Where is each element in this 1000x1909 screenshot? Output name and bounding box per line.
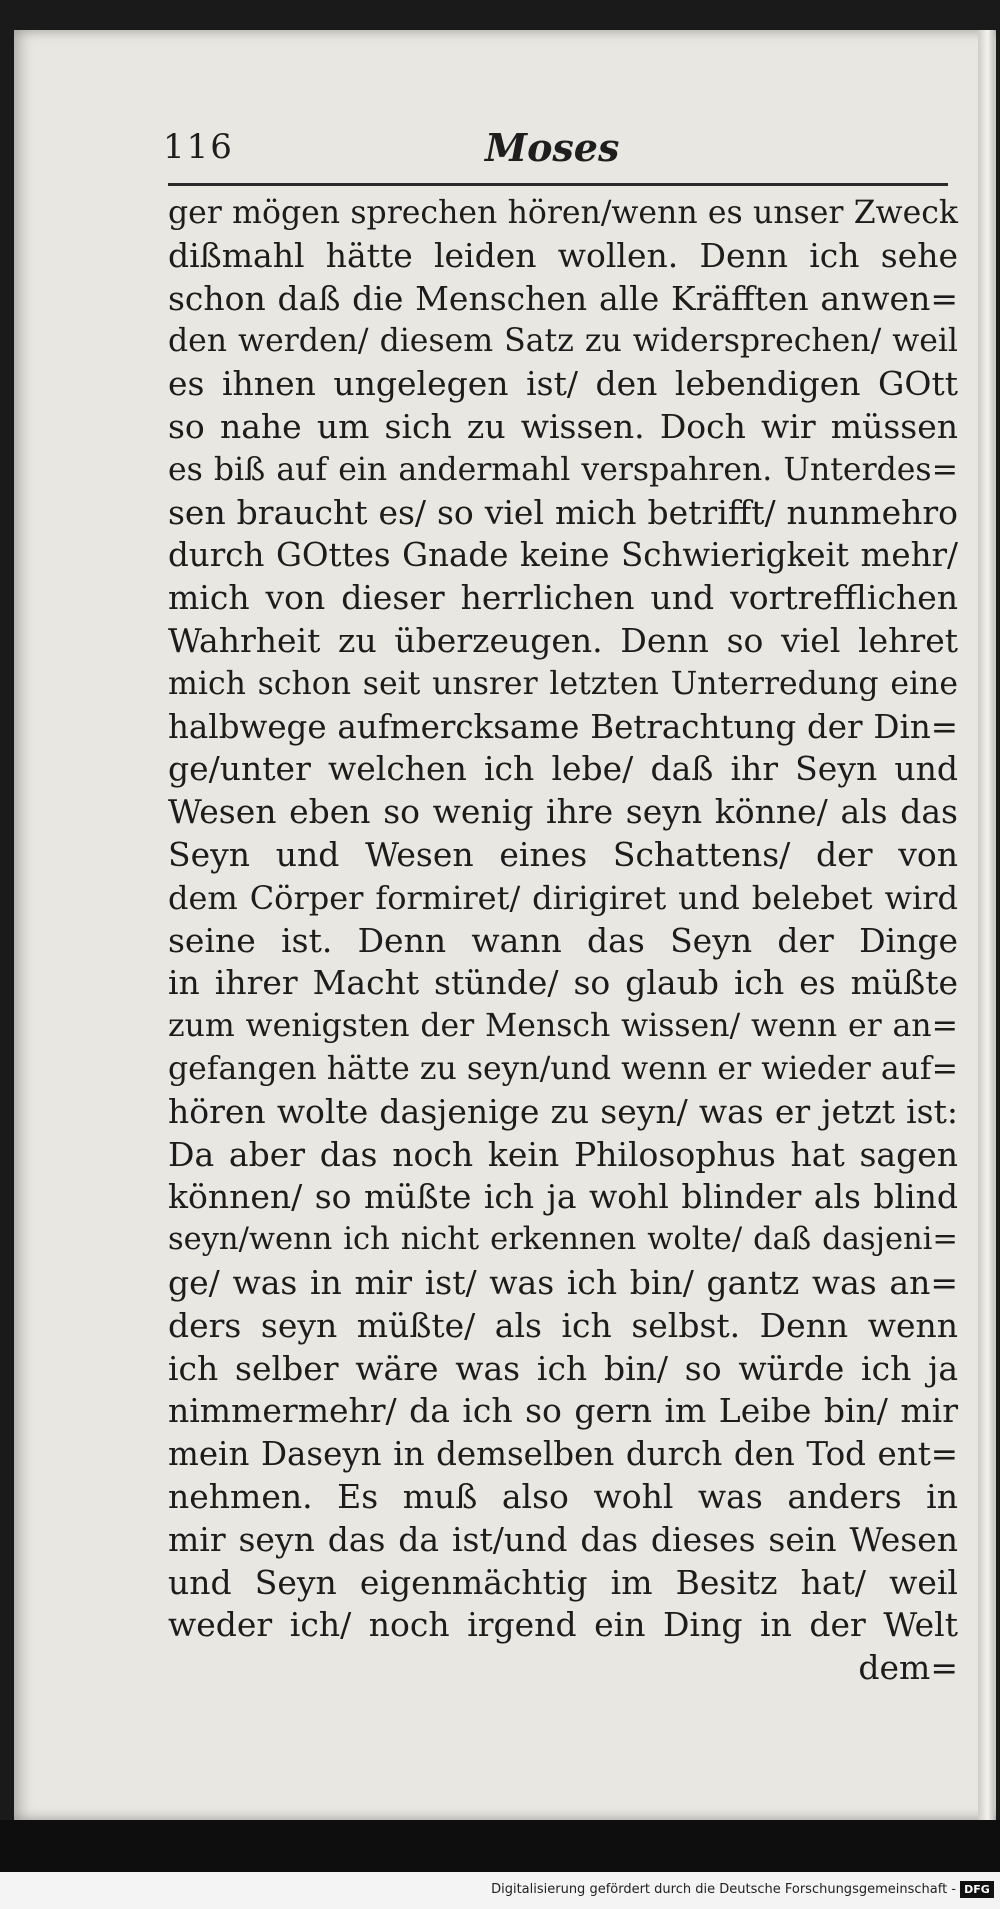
text-line: ich selber wäre was ich bin/ so würde ich ja	[168, 1348, 958, 1388]
running-head: Moses	[485, 125, 620, 170]
text-line: ders seyn müßte/ als ich selbst. Denn wenn	[168, 1305, 958, 1345]
text-line: mich schon seit unsrer letzten Unterredung eine	[168, 665, 958, 702]
text-line: weder ich/ noch irgend ein Ding in der Welt	[168, 1605, 958, 1645]
text-line: gefangen hätte zu seyn/und wenn er wieder auf=	[168, 1050, 958, 1087]
text-line: mich von dieser herrlichen und vortrefflichen	[168, 578, 958, 618]
text-line: ge/unter welchen ich lebe/ daß ihr Seyn und	[168, 749, 958, 789]
text-line: den werden/ diesem Satz zu widersprechen/ weil	[168, 323, 958, 360]
text-line: halbwege aufmercksame Betrachtung der Din=	[168, 707, 958, 746]
text-line: Seyn und Wesen eines Schattens/ der von	[168, 834, 958, 874]
text-line: Da aber das noch kein Philosophus hat sagen	[168, 1134, 958, 1174]
text-line: können/ so müßte ich ja wohl blinder als blind	[168, 1177, 958, 1217]
text-line: Wahrheit zu überzeugen. Denn so viel lehret	[168, 620, 958, 660]
text-line: ger mögen sprechen hören/wenn es unser Zweck	[168, 195, 958, 231]
text-line: ge/ was in mir ist/ was ich bin/ gantz was an=	[168, 1262, 958, 1302]
text-line: zum wenigsten der Mensch wissen/ wenn er an=	[168, 1008, 958, 1045]
body-text	[168, 192, 958, 1690]
page-number: 116	[163, 127, 234, 167]
digitization-credit: Digitalisierung gefördert durch die Deutsche Forschungsgemeinschaft -	[491, 1882, 956, 1897]
text-line: dißmahl hätte leiden wollen. Denn ich sehe	[168, 235, 958, 275]
text-line: seyn/wenn ich nicht erkennen wolte/ daß dasjeni=	[168, 1222, 958, 1258]
text-line: in ihrer Macht stünde/ so glaub ich es müßte	[168, 963, 958, 1003]
text-line: mein Daseyn in demselben durch den Tod ent=	[168, 1435, 958, 1474]
text-line: sen braucht es/ so viel mich betrifft/ nunmehro	[168, 492, 958, 532]
text-line: es ihnen ungelegen ist/ den lebendigen GOtt	[168, 364, 958, 404]
scan-border-bottom	[0, 1820, 1000, 1872]
text-line: dem=	[858, 1648, 958, 1688]
page-edge	[978, 30, 994, 1820]
text-line: mir seyn das da ist/und das dieses sein Wesen	[168, 1519, 958, 1559]
text-line: durch GOttes Gnade keine Schwierigkeit mehr/	[168, 536, 958, 575]
text-line: Wesen eben so wenig ihre seyn könne/ als das	[168, 792, 958, 832]
text-line: schon daß die Menschen alle Kräfften anwen=	[168, 278, 958, 318]
text-line: so nahe um sich zu wissen. Doch wir müssen	[168, 406, 958, 446]
text-line: dem Cörper formiret/ dirigiret und belebet wird	[168, 878, 958, 917]
text-line: hören wolte dasjenige zu seyn/ was er jetzt ist:	[168, 1091, 958, 1131]
text-line: es biß auf ein andermahl verspahren. Unterdes=	[168, 451, 958, 488]
text-line: und Seyn eigenmächtig im Besitz hat/ weil	[168, 1562, 958, 1602]
text-line: seine ist. Denn wann das Seyn der Dinge	[168, 920, 958, 960]
header-rule	[168, 183, 948, 186]
text-line: nehmen. Es muß also wohl was anders in	[168, 1476, 958, 1516]
text-line: nimmermehr/ da ich so gern im Leibe bin/ mir	[168, 1391, 958, 1431]
dfg-logo: DFG	[960, 1881, 994, 1898]
